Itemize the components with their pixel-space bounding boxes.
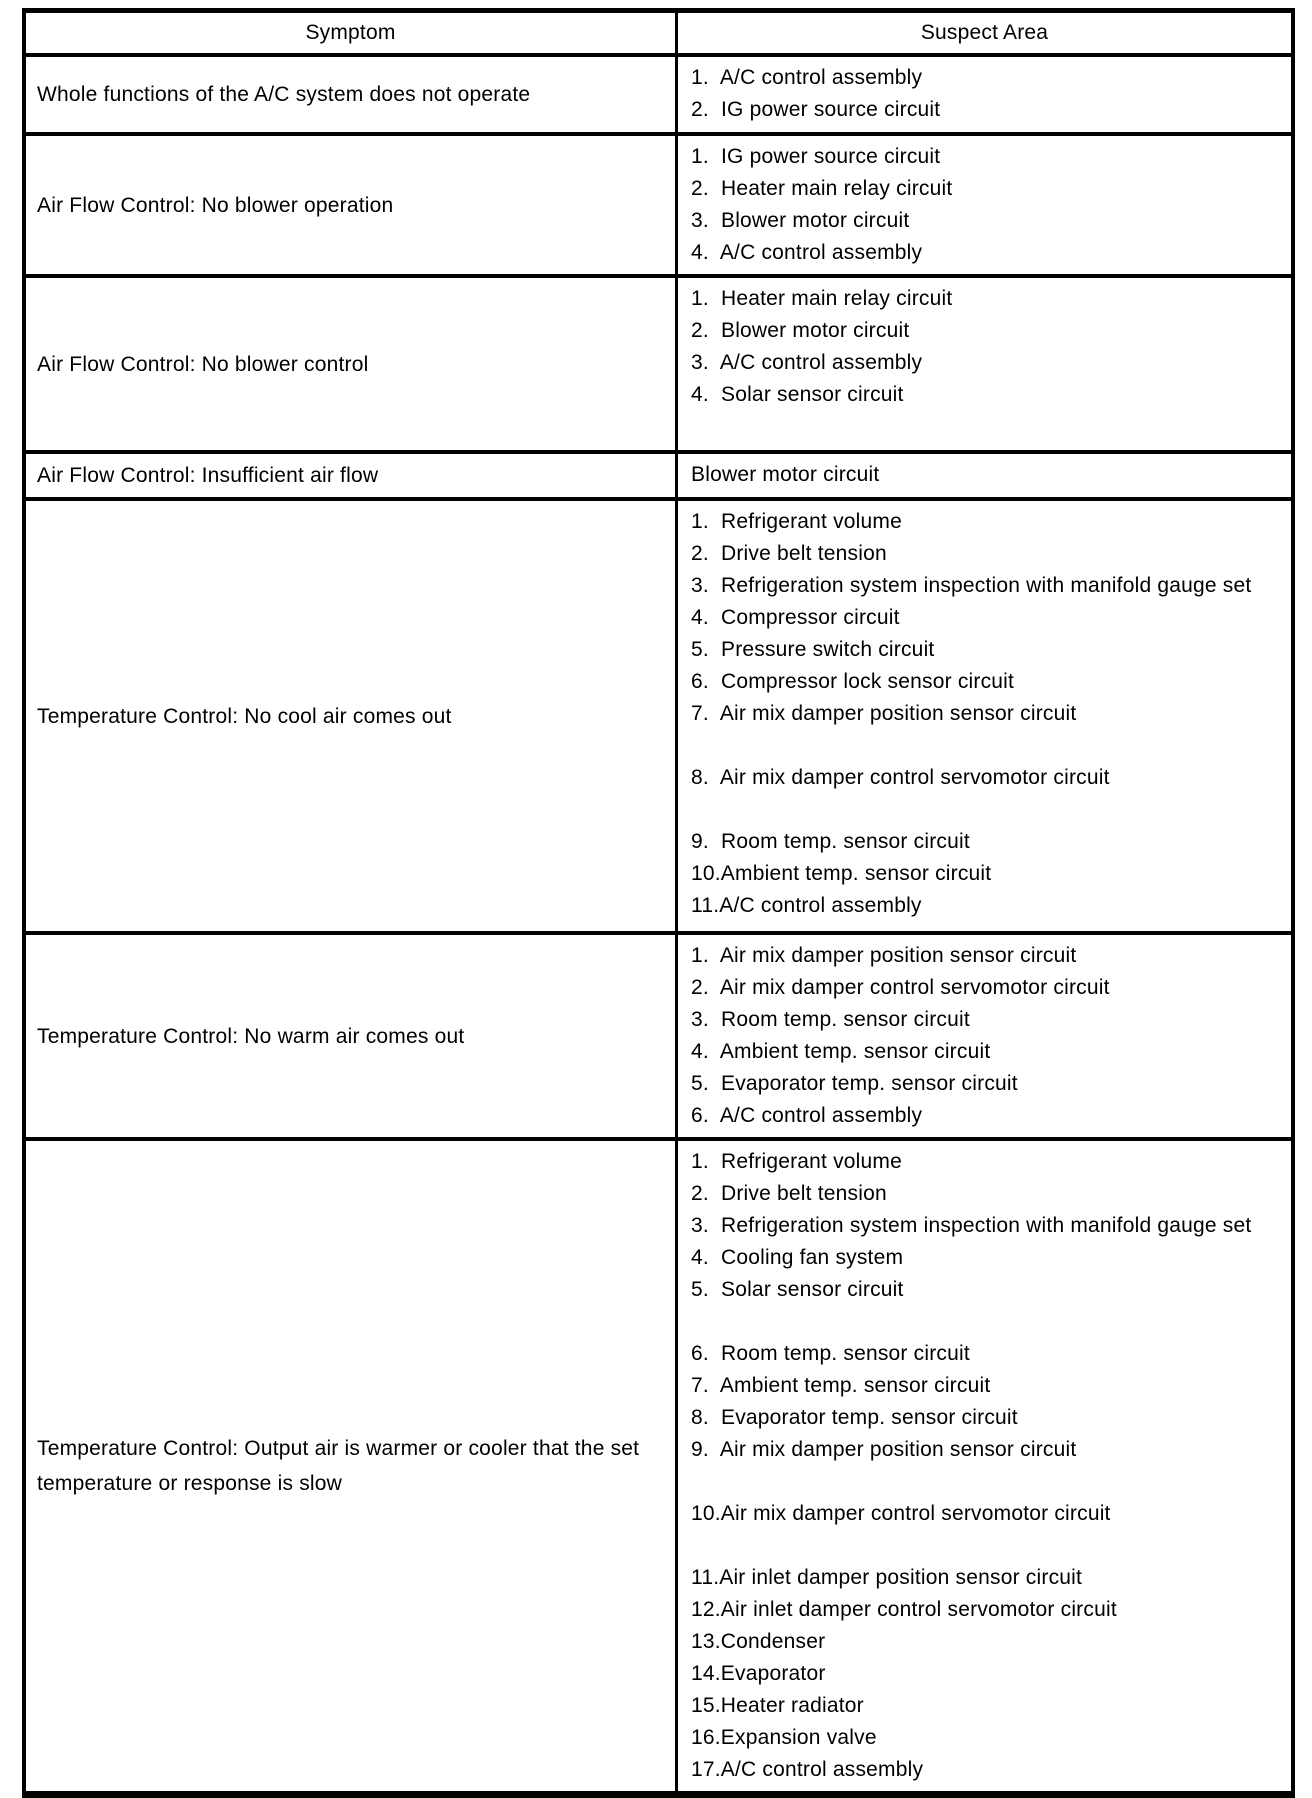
suspect-list-spacer bbox=[691, 1306, 1289, 1338]
table-body bbox=[26, 53, 1291, 1791]
column-header-symptom: Symptom bbox=[305, 21, 396, 44]
suspect-item: 4. A/C control assembly bbox=[691, 241, 923, 264]
suspect-list bbox=[691, 1146, 1289, 1786]
table-row bbox=[26, 132, 1291, 274]
suspect-item: 4. Compressor circuit bbox=[691, 606, 900, 629]
suspect-item: 12.Air inlet damper control servomotor circuit bbox=[691, 1598, 1117, 1621]
symptom-text: Air Flow Control: No blower control bbox=[37, 352, 369, 376]
suspect-item: 1. IG power source circuit bbox=[691, 145, 941, 168]
table-row bbox=[26, 931, 1291, 1137]
suspect-item: 3. Blower motor circuit bbox=[691, 209, 910, 232]
suspect-item: 7. Air mix damper position sensor circuit bbox=[691, 702, 1077, 725]
suspect-item: 1. Air mix damper position sensor circuit bbox=[691, 944, 1077, 967]
symptom-text: Temperature Control: Output air is warmer or cooler that the set temperature or response is slow bbox=[37, 1437, 640, 1495]
suspect-list bbox=[691, 141, 1289, 269]
column-header-suspect-area: Suspect Area bbox=[675, 13, 1291, 53]
suspect-item: 1. Refrigerant volume bbox=[691, 1150, 902, 1173]
symptom-cell bbox=[26, 278, 675, 450]
suspect-item: 2. Blower motor circuit bbox=[691, 319, 910, 342]
symptom-cell bbox=[26, 501, 675, 931]
suspect-list bbox=[691, 283, 1289, 411]
symptom-text: Temperature Control: No cool air comes out bbox=[37, 704, 452, 728]
suspect-item: 2. Heater main relay circuit bbox=[691, 177, 953, 200]
suspect-list bbox=[691, 940, 1289, 1132]
symptom-text: Whole functions of the A/C system does not operate bbox=[37, 83, 531, 106]
suspect-list-spacer bbox=[691, 794, 1289, 826]
suspect-area-cell bbox=[675, 501, 1291, 931]
symptom-text: Air Flow Control: No blower operation bbox=[37, 193, 394, 217]
suspect-item: 5. Pressure switch circuit bbox=[691, 638, 935, 661]
suspect-area-cell bbox=[675, 136, 1291, 274]
suspect-item: 6. Room temp. sensor circuit bbox=[691, 1342, 970, 1365]
suspect-item: 13.Condenser bbox=[691, 1630, 826, 1653]
suspect-area-cell bbox=[675, 935, 1291, 1137]
suspect-item: 8. Evaporator temp. sensor circuit bbox=[691, 1406, 1018, 1429]
suspect-item: 4. Ambient temp. sensor circuit bbox=[691, 1040, 991, 1063]
suspect-item: 6. Compressor lock sensor circuit bbox=[691, 670, 1015, 693]
suspect-area-cell bbox=[675, 278, 1291, 450]
symptom-cell bbox=[26, 935, 675, 1137]
suspect-item: 9. Room temp. sensor circuit bbox=[691, 830, 970, 853]
suspect-item: 1. A/C control assembly bbox=[691, 66, 923, 89]
table-row bbox=[26, 450, 1291, 497]
suspect-list bbox=[691, 459, 1289, 491]
suspect-list-spacer bbox=[691, 1466, 1289, 1498]
suspect-item: 2. Drive belt tension bbox=[691, 1182, 887, 1205]
table-row bbox=[26, 53, 1291, 132]
symptom-text: Air Flow Control: Insufficient air flow bbox=[37, 464, 379, 487]
suspect-list bbox=[691, 506, 1289, 922]
suspect-item: 3. Refrigeration system inspection with manifold gauge set bbox=[691, 1214, 1252, 1237]
symptom-suspect-table bbox=[22, 8, 1295, 1798]
suspect-item: Blower motor circuit bbox=[691, 463, 880, 486]
suspect-list bbox=[691, 62, 1289, 126]
suspect-item: 15.Heater radiator bbox=[691, 1694, 864, 1717]
suspect-item: 2. IG power source circuit bbox=[691, 98, 941, 121]
suspect-item: 16.Expansion valve bbox=[691, 1726, 877, 1749]
suspect-item: 2. Drive belt tension bbox=[691, 542, 887, 565]
suspect-item: 8. Air mix damper control servomotor circuit bbox=[691, 766, 1110, 789]
suspect-item: 17.A/C control assembly bbox=[691, 1758, 924, 1781]
table-row bbox=[26, 1137, 1291, 1791]
suspect-list-spacer bbox=[691, 1530, 1289, 1562]
suspect-item: 11.A/C control assembly bbox=[691, 894, 922, 917]
suspect-item: 5. Evaporator temp. sensor circuit bbox=[691, 1072, 1018, 1095]
table-row bbox=[26, 497, 1291, 931]
suspect-item: 4. Solar sensor circuit bbox=[691, 383, 904, 406]
symptom-cell bbox=[26, 1141, 675, 1791]
suspect-item: 6. A/C control assembly bbox=[691, 1104, 923, 1127]
suspect-item: 7. Ambient temp. sensor circuit bbox=[691, 1374, 991, 1397]
suspect-item: 10.Air mix damper control servomotor circuit bbox=[691, 1502, 1111, 1525]
suspect-item: 1. Refrigerant volume bbox=[691, 510, 902, 533]
symptom-cell bbox=[26, 136, 675, 274]
suspect-item: 9. Air mix damper position sensor circuit bbox=[691, 1438, 1077, 1461]
suspect-item: 10.Ambient temp. sensor circuit bbox=[691, 862, 992, 885]
suspect-item: 5. Solar sensor circuit bbox=[691, 1278, 904, 1301]
suspect-area-cell bbox=[675, 454, 1291, 497]
suspect-list-spacer bbox=[691, 730, 1289, 762]
symptom-cell bbox=[26, 454, 675, 497]
suspect-area-cell bbox=[675, 57, 1291, 132]
symptom-cell bbox=[26, 57, 675, 132]
suspect-area-cell bbox=[675, 1141, 1291, 1791]
suspect-item: 14.Evaporator bbox=[691, 1662, 826, 1685]
suspect-item: 4. Cooling fan system bbox=[691, 1246, 904, 1269]
suspect-item: 1. Heater main relay circuit bbox=[691, 287, 953, 310]
suspect-item: 2. Air mix damper control servomotor circuit bbox=[691, 976, 1110, 999]
suspect-item: 3. Room temp. sensor circuit bbox=[691, 1008, 970, 1031]
suspect-item: 3. Refrigeration system inspection with manifold gauge set bbox=[691, 574, 1252, 597]
suspect-item: 11.Air inlet damper position sensor circuit bbox=[691, 1566, 1083, 1589]
suspect-item: 3. A/C control assembly bbox=[691, 351, 923, 374]
symptom-text: Temperature Control: No warm air comes out bbox=[37, 1024, 465, 1048]
table-header-row bbox=[26, 13, 1291, 53]
table-row bbox=[26, 274, 1291, 450]
